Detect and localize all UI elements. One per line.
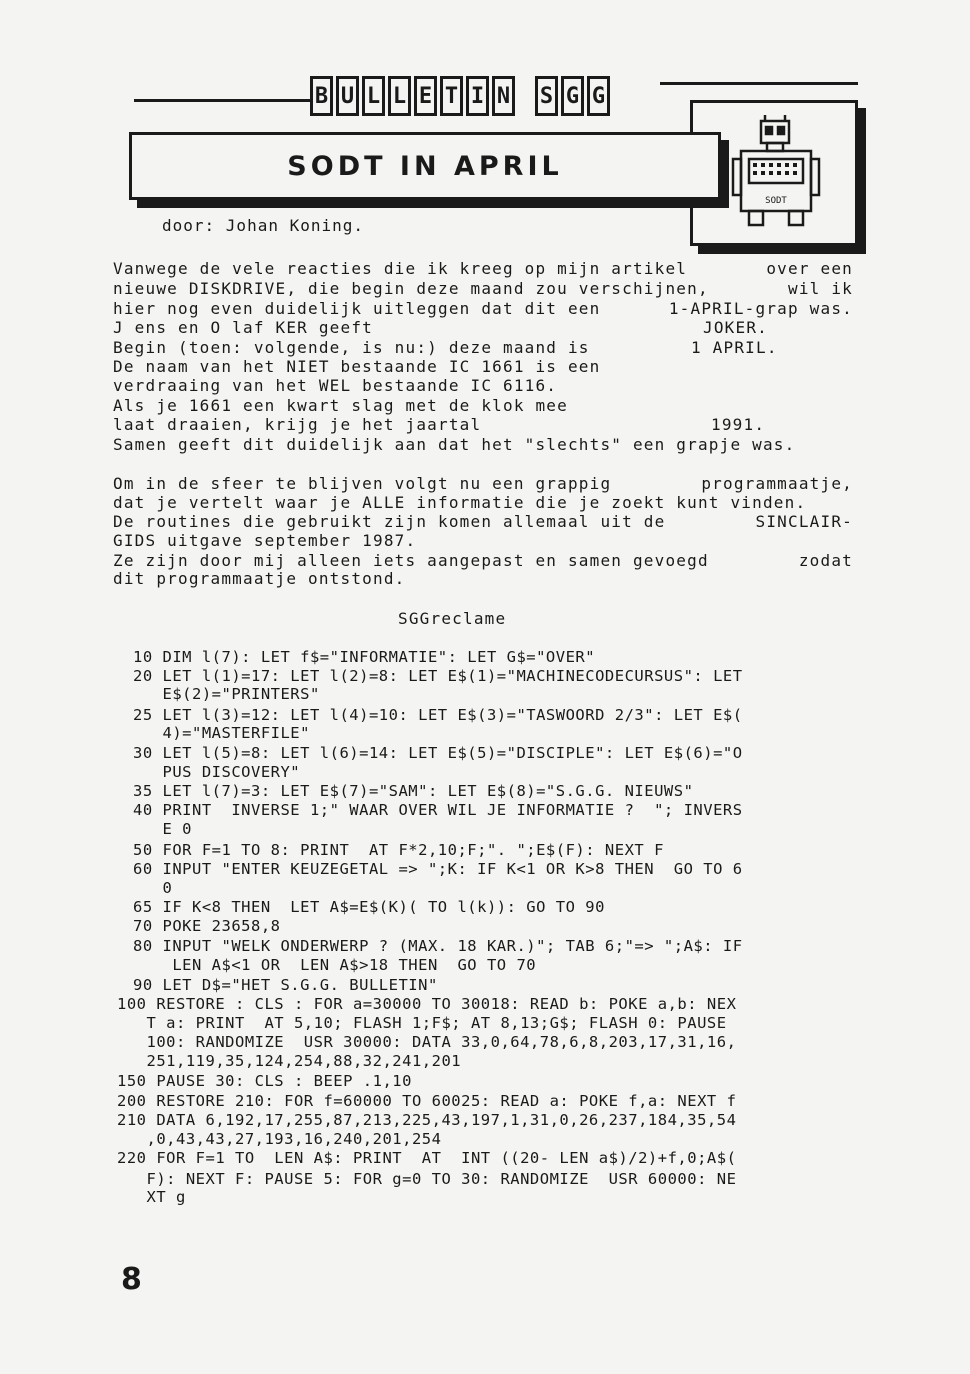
code-line: 220 FOR F=1 TO LEN A$: PRINT AT INT ((20- LEN a$)/2)+f,0;A$(: [117, 1149, 737, 1167]
text-line: Begin (toen: volgende, is nu:) deze maand is 1 APRIL.: [113, 338, 778, 357]
text-line: De naam van het NIET bestaande IC 1661 is een: [113, 357, 601, 376]
listing-title: SGGreclame: [398, 609, 507, 628]
banner-letter: G: [561, 76, 584, 116]
code-line: 50 FOR F=1 TO 8: PRINT AT F*2,10;F;". ";E$(F): NEXT F: [133, 841, 664, 859]
text-line: Als je 1661 een kwart slag met de klok mee: [113, 396, 568, 415]
code-line: 35 LET l(7)=3: LET E$(7)="SAM": LET E$(8)="S.G.G. NIEUWS": [133, 782, 694, 800]
code-line: 0: [133, 879, 173, 897]
code-line: 4)="MASTERFILE": [133, 724, 310, 742]
code-line: 10 DIM l(7): LET f$="INFORMATIE": LET G$="OVER": [133, 648, 596, 666]
code-line: 30 LET l(5)=8: LET l(6)=14: LET E$(5)="DISCIPLE": LET E$(6)="O: [133, 744, 743, 762]
code-line: E 0: [133, 820, 192, 838]
code-line: 20 LET l(1)=17: LET l(2)=8: LET E$(1)="MACHINECODECURSUS": LET: [133, 667, 743, 685]
code-line: 251,119,35,124,254,88,32,241,201: [117, 1052, 462, 1070]
code-line: 210 DATA 6,192,17,255,87,213,225,43,197,1,31,0,26,237,184,35,54: [117, 1111, 737, 1129]
code-line: 100 RESTORE : CLS : FOR a=30000 TO 30018: READ b: POKE a,b: NEX: [117, 995, 737, 1013]
code-line: 40 PRINT INVERSE 1;" WAAR OVER WIL JE INFORMATIE ? "; INVERS: [133, 801, 743, 819]
text-line: hier nog even duidelijk uitleggen dat dit een 1-APRIL-grap was.: [113, 299, 853, 318]
code-line: ,0,43,43,27,193,16,240,201,254: [117, 1130, 442, 1148]
code-line: PUS DISCOVERY": [133, 763, 301, 781]
page-number: 8: [121, 1262, 142, 1297]
banner-letter: N: [492, 76, 515, 116]
text-line: Samen geeft dit duidelijk aan dat het "slechts" een grapje was.: [113, 435, 796, 454]
text-line: Ze zijn door mij alleen iets aangepast en samen gevoegd zodat: [113, 551, 853, 570]
text-line: De routines die gebruikt zijn komen allemaal uit de SINCLAIR-: [113, 512, 853, 531]
code-line: 25 LET l(3)=12: LET l(4)=10: LET E$(3)="TASWOORD 2/3": LET E$(: [133, 706, 743, 724]
bulletin-banner: [310, 76, 660, 120]
code-line: 90 LET D$="HET S.G.G. BULLETIN": [133, 976, 438, 994]
banner-letter: E: [414, 76, 437, 116]
banner-letter: T: [440, 76, 463, 116]
text-line: dat je vertelt waar je ALLE informatie die je zoekt kunt vinden.: [113, 493, 807, 512]
code-line: 100: RANDOMIZE USR 30000: DATA 33,0,64,78,6,8,203,17,31,16,: [117, 1033, 737, 1051]
banner-letter: U: [336, 76, 359, 116]
banner-letter: L: [362, 76, 385, 116]
banner-letter: G: [587, 76, 610, 116]
header-rule-left: [134, 99, 310, 102]
article-title: SODT IN APRIL: [287, 150, 563, 182]
logo-label: SODT: [765, 196, 787, 206]
text-line: Om in de sfeer te blijven volgt nu een grappig programmaatje,: [113, 474, 853, 493]
text-line: GIDS uitgave september 1987.: [113, 531, 417, 550]
code-line: E$(2)="PRINTERS": [133, 685, 320, 703]
banner-letter: I: [466, 76, 489, 116]
code-line: 65 IF K<8 THEN LET A$=E$(K)( TO l(k)): GO TO 90: [133, 898, 605, 916]
banner-letter: S: [535, 76, 558, 116]
text-line: nieuwe DISKDRIVE, die begin deze maand zou verschijnen, wil ik: [113, 279, 853, 298]
text-line: dit programmaatje ontstond.: [113, 569, 406, 588]
code-line: 70 POKE 23658,8: [133, 917, 281, 935]
text-line: verdraaing van het WEL bestaande IC 6116.: [113, 376, 558, 395]
code-line: 150 PAUSE 30: CLS : BEEP .1,10: [117, 1072, 412, 1090]
code-line: F): NEXT F: PAUSE 5: FOR g=0 TO 30: RANDOMIZE USR 60000: NE: [117, 1170, 737, 1188]
text-line: laat draaien, krijg je het jaartal 1991.: [113, 415, 766, 434]
author-line: door: Johan Koning.: [162, 216, 365, 235]
code-line: LEN A$<1 OR LEN A$>18 THEN GO TO 70: [133, 956, 537, 974]
banner-letter: B: [310, 76, 333, 116]
code-line: 60 INPUT "ENTER KEUZEGETAL => ";K: IF K<1 OR K>8 THEN GO TO 6: [133, 860, 743, 878]
code-line: XT g: [117, 1188, 186, 1206]
banner-letter: L: [388, 76, 411, 116]
code-line: T a: PRINT AT 5,10; FLASH 1;F$; AT 8,13;G$; FLASH 0: PAUSE: [117, 1014, 727, 1032]
text-line: Vanwege de vele reacties die ik kreeg op mijn artikel over een: [113, 259, 853, 278]
article-title-box: [129, 132, 721, 200]
banner-spacer: [518, 76, 532, 116]
code-line: 200 RESTORE 210: FOR f=60000 TO 60025: READ a: POKE f,a: NEXT f: [117, 1092, 737, 1110]
code-line: 80 INPUT "WELK ONDERWERP ? (MAX. 18 KAR.)"; TAB 6;"=> ";A$: IF: [133, 937, 743, 955]
header-rule-right: [660, 82, 858, 85]
text-line: J ens en O laf KER geeft JOKER.: [113, 318, 768, 337]
